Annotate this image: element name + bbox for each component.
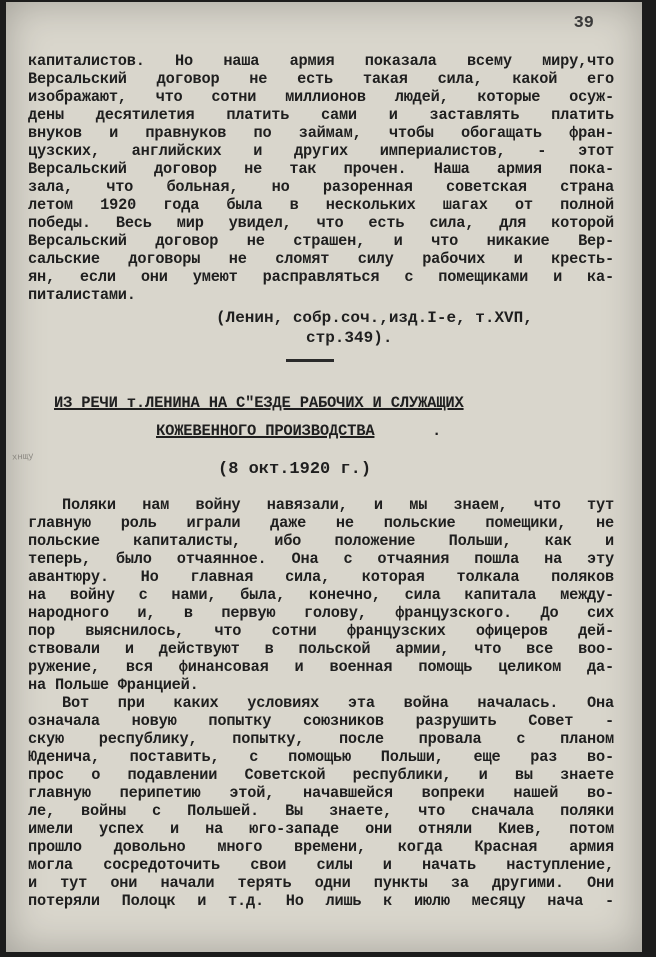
text-line: могла сосредоточить свои силы и начать наступление, xyxy=(28,856,614,874)
text-line: Версальский договор не страшен, и что никакие Вер- xyxy=(28,232,614,250)
margin-handwriting: хнщу xyxy=(11,451,34,463)
text-line: Версальский договор не так прочен. Наша армия пока- xyxy=(28,160,614,178)
text-line: дены десятилетия платить сами и заставлять платить xyxy=(28,106,614,124)
text-line: внуков и правнуков по займам, чтобы обогащать фран- xyxy=(28,124,614,142)
text-line: Поляки нам войну навязали, и мы знаем, что тут xyxy=(62,496,614,514)
text-line: главную перипетию этой, начавшейся вопреки нашей во- xyxy=(28,784,614,802)
text-line: ружение, вся финансовая и военная помощь целиком да- xyxy=(28,658,614,676)
text-line: теперь, было отчаянное. Она с отчаяния пошла на эту xyxy=(28,550,614,568)
text-line: означала новую попытку союзников разрушить Совет - xyxy=(28,712,614,730)
section-heading-line1: ИЗ РЕЧИ т.ЛЕНИНА НА С"ЕЗДЕ РАБОЧИХ И СЛУЖАЩИХ xyxy=(54,394,464,412)
text-line: зала, что больная, но разоренная советская страна xyxy=(28,178,614,196)
text-line: на войну с нами, была, конечно, сила капитала между- xyxy=(28,586,614,604)
document-page xyxy=(6,2,642,952)
text-line: Версальский договор не есть такая сила, какой его xyxy=(28,70,614,88)
text-line: ле, войны с Польшей. Вы знаете, что сначала поляки xyxy=(28,802,614,820)
text-line: народного и, в первую голову, французского. До сих xyxy=(28,604,614,622)
text-line: Вот при каких условиях эта война началась. Она xyxy=(62,694,614,712)
text-line: пор выяснилось, что сотни французских офицеров дей- xyxy=(28,622,614,640)
citation-line: (Ленин, собр.соч.,изд.I-е, т.ХVП, xyxy=(216,309,533,327)
citation-line: стр.349). xyxy=(306,329,393,347)
text-line: главную роль играли даже не польские помещики, не xyxy=(28,514,614,532)
text-line: летом 1920 года была в нескольких шагах от полной xyxy=(28,196,614,214)
text-line: прошло довольно много времени, когда Красная армия xyxy=(28,838,614,856)
text-line: цузских, английских и других империалистов, - этот xyxy=(28,142,614,160)
text-line: польские капиталисты, ибо положение Польши, как и xyxy=(28,532,614,550)
section-heading-line2: КОЖЕВЕННОГО ПРОИЗВОДСТВА xyxy=(156,422,375,440)
text-line: питалистами. xyxy=(28,286,136,304)
text-line: ян, если они умеют расправляться с помещиками и ка- xyxy=(28,268,614,286)
text-line: скую республику, попытку, после провала с планом xyxy=(28,730,614,748)
text-line: потеряли Полоцк и т.д. Но лишь к июлю месяцу нача - xyxy=(28,892,614,910)
heading-period: . xyxy=(432,422,442,440)
text-line: сальские договоры не сломят силу рабочих и кресть- xyxy=(28,250,614,268)
text-line: прос о подавлении Советской республики, и вы знаете xyxy=(28,766,614,784)
text-line: ствовали и действуют в польской армии, что все воо- xyxy=(28,640,614,658)
text-line: победы. Весь мир увидел, что есть сила, для которой xyxy=(28,214,614,232)
text-line: Юденича, поставить, с помощью Польши, еще раз во- xyxy=(28,748,614,766)
text-line: на Польше Францией. xyxy=(28,676,199,694)
text-line: авантюру. Но главная сила, которая толкала поляков xyxy=(28,568,614,586)
text-line: имели успех и на юго-западе они отняли Киев, потом xyxy=(28,820,614,838)
page-number: 39 xyxy=(573,14,594,33)
text-line: изображают, что сотни миллионов людей, которые осуж- xyxy=(28,88,614,106)
text-line: капиталистов. Но наша армия показала всему миру,что xyxy=(28,52,614,70)
section-divider xyxy=(286,359,334,362)
text-line: и тут они начали терять одни пункты за другими. Они xyxy=(28,874,614,892)
speech-date: (8 окт.1920 г.) xyxy=(218,460,372,479)
